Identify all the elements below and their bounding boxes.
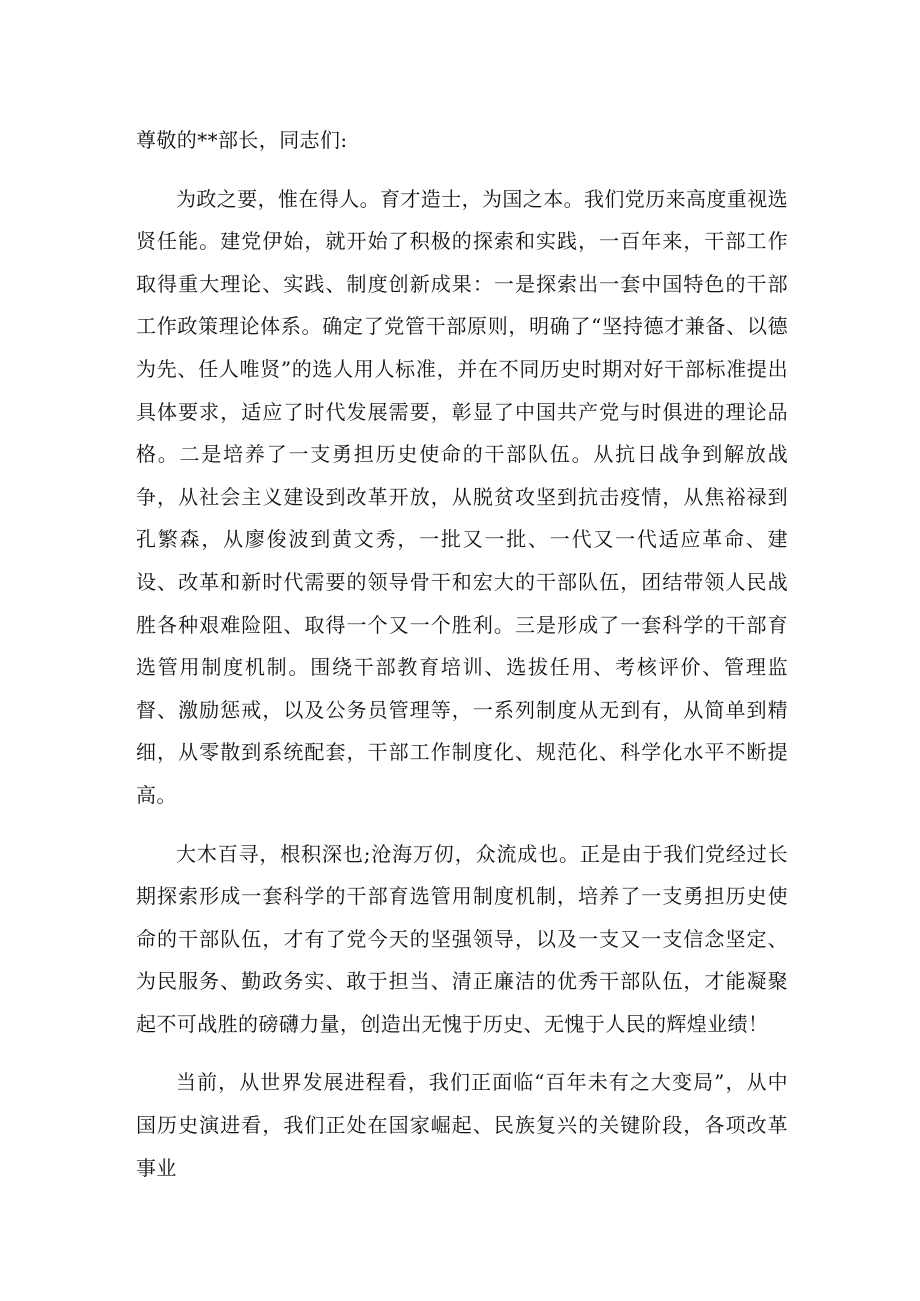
paragraph-3: 当前，从世界发展进程看，我们正面临“百年未有之大变局”，从中国历史演进看，我们正处在国家崛起、民族复兴的关键阶段，各项改革事业 bbox=[136, 1070, 788, 1180]
paragraph-1: 为政之要，惟在得人。育才造士，为国之本。我们党历来高度重视选贤任能。建党伊始，就开始了积极的探索和实践，一百年来，干部工作取得重大理论、实践、制度创新成果：一是探索出一套中国特色的干部工作政策理论体系。确定了党管干部原则，明确了“坚持德才兼备、以德为先、任人唯贤”的选人用人标准，并在不同历史时期对好干部标准提出具体要求，适应了时代发展需要，彰显了中国共产党与时俱进的理论品格。二是培养了一支勇担历史使命的干部队伍。从抗日战争到解放战争，从社会主义建设到改革开放，从脱贫攻坚到抗击疫情，从焦裕禄到孔繁森，从廖俊波到黄文秀，一批又一批、一代又一代适应革命、建设、改革和新时代需要的领导骨干和宏大的干部队伍，团结带领人民战胜各种艰难险阻、取得一个又一个胜利。三是形成了一套科学的干部育选管用制度机制。围绕干部教育培训、选拔任用、考核评价、管理监督、激励惩戒，以及公务员管理等，一系列制度从无到有，从简单到精细，从零散到系统配套，干部工作制度化、规范化、科学化水平不断提高。 bbox=[136, 186, 788, 807]
document-body bbox=[136, 119, 788, 1205]
salutation: 尊敬的**部长，同志们: bbox=[136, 128, 348, 152]
paragraph-2: 大木百寻，根积深也;沧海万仞，众流成也。正是由于我们党经过长期探索形成一套科学的干部育选管用制度机制，培养了一支勇担历史使命的干部队伍，才有了党今天的坚强领导，以及一支又一支信念坚定、为民服务、勤政务实、敢于担当、清正廉洁的优秀干部队伍，才能凝聚起不可战胜的磅礴力量，创造出无愧于历史、无愧于人民的辉煌业绩！ bbox=[136, 841, 788, 1036]
